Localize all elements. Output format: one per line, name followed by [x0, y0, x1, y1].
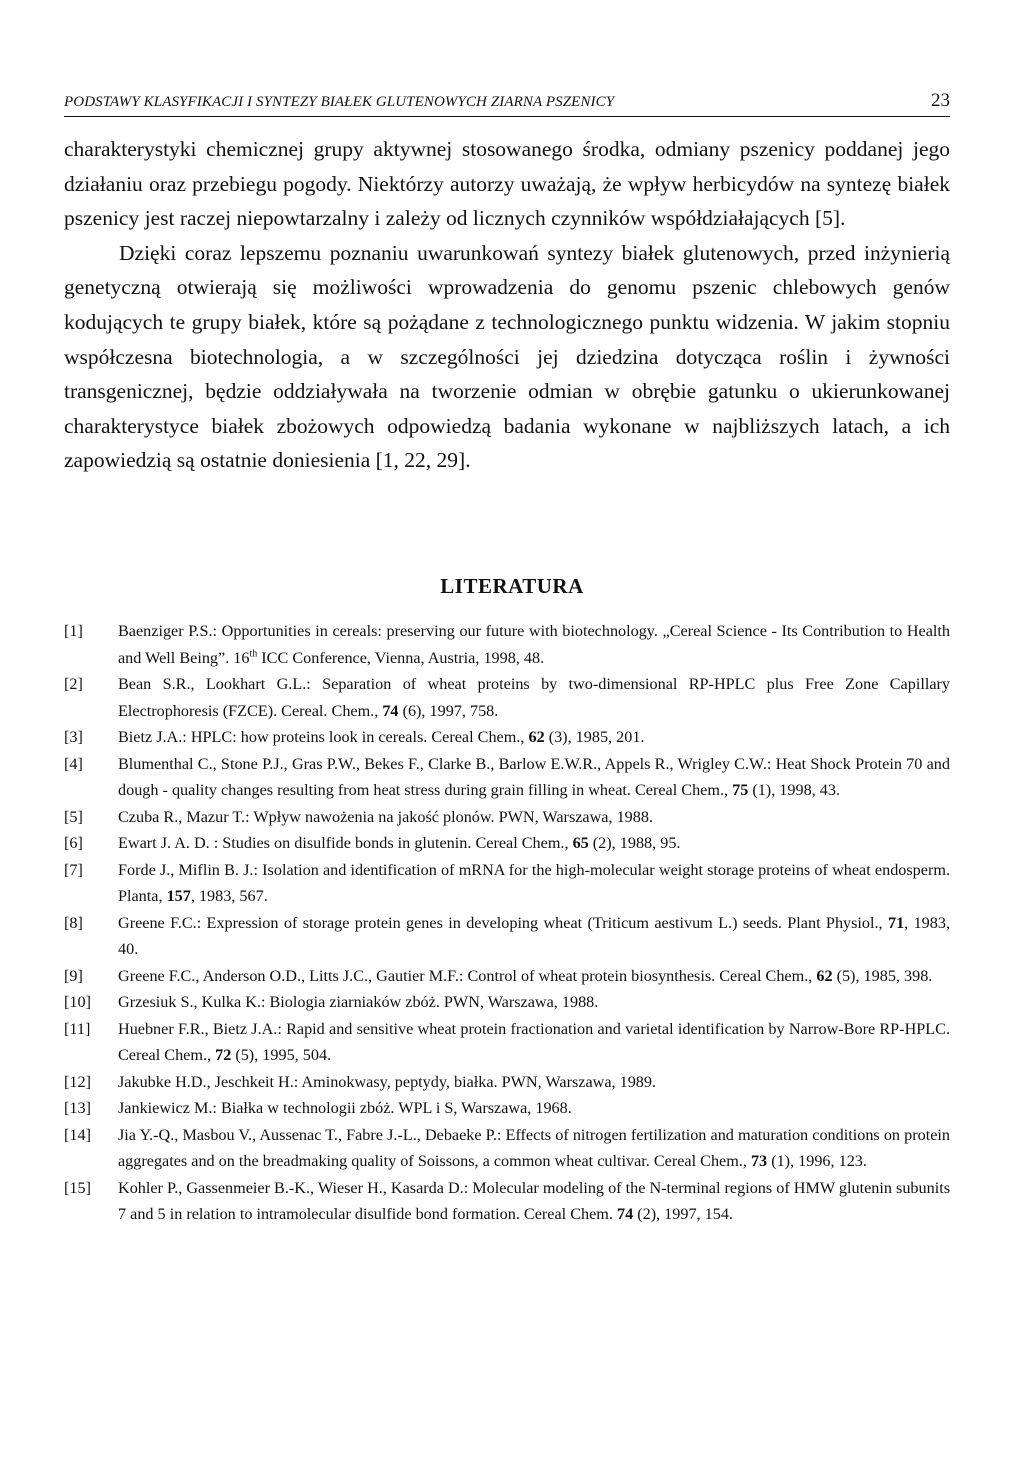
reference-superscript: th — [249, 648, 258, 660]
reference-volume: 74 — [616, 1205, 634, 1223]
reference-item — [64, 989, 950, 1016]
reference-number: [13] — [64, 1099, 91, 1117]
reference-number: [4] — [64, 754, 83, 773]
reference-text — [118, 963, 950, 990]
running-header — [64, 90, 950, 117]
reference-number: [5] — [64, 807, 83, 826]
reference-text — [118, 724, 950, 751]
reference-item — [64, 1175, 950, 1228]
reference-item — [64, 910, 950, 963]
reference-item — [64, 1016, 950, 1069]
reference-text-part: (1), 1996, 123. — [767, 1152, 867, 1170]
reference-text — [118, 1095, 950, 1122]
reference-number: [7] — [64, 860, 83, 879]
reference-volume: 74 — [382, 701, 399, 720]
reference-number: [9] — [64, 966, 83, 985]
reference-number: [14] — [64, 1125, 91, 1144]
reference-volume: 62 — [816, 966, 833, 985]
reference-text — [118, 1069, 950, 1096]
reference-text — [118, 618, 950, 671]
reference-volume: 73 — [750, 1152, 768, 1170]
reference-number: [12] — [64, 1072, 91, 1091]
reference-text — [118, 751, 950, 804]
reference-text — [118, 989, 950, 1016]
reference-volume: 65 — [572, 834, 589, 852]
reference-text-part: Greene F.C.: Expression of storage protein genes in developing wheat (Triticum aestivum L.) seeds. Plant Physiol., — [118, 913, 888, 932]
reference-item — [64, 804, 950, 831]
reference-text — [118, 1175, 950, 1228]
reference-text-part: Grzesiuk S., Kulka K.: Biologia ziarniaków zbóż. PWN, Warszawa, 1988. — [118, 993, 599, 1011]
reference-text — [118, 857, 950, 910]
reference-text-part: , 1983, 40. — [118, 913, 951, 958]
reference-text-part: Blumenthal C., Stone P.J., Gras P.W., Bekes F., Clarke B., Barlow E.W.R., Appels R., Wrigley C.W.: Heat Shock Protein 70 and dough - quality changes resulting from heat stress during grain filling in wheat. Cereal Chem., — [118, 754, 950, 799]
reference-text-part: (3), 1985, 201. — [544, 728, 645, 746]
reference-volume: 75 — [732, 781, 749, 799]
reference-text-part: (5), 1995, 504. — [231, 1046, 332, 1064]
reference-number: [6] — [64, 834, 83, 852]
reference-text — [118, 804, 950, 831]
reference-volume: 72 — [215, 1046, 232, 1064]
reference-text-part: (6), 1997, 758. — [398, 701, 499, 720]
reference-item — [64, 1095, 950, 1122]
reference-text-part: Kohler P., Gassenmeier B.-K., Wieser H., Kasarda D.: Molecular modeling of the N-terminal regions of HMW glutenin subunits 7 and 5 in relation to intramolecular disulfide bond formation. Cereal Chem. — [118, 1178, 950, 1223]
reference-text-part: , 1983, 567. — [190, 887, 268, 905]
reference-text-part: Czuba R., Mazur T.: Wpływ nawożenia na jakość plonów. PWN, Warszawa, 1988. — [118, 807, 653, 826]
reference-list — [64, 618, 950, 1228]
reference-text-part: Jia Y.-Q., Masbou V., Aussenac T., Fabre J.-L., Debaeke P.: Effects of nitrogen fertilization and maturation conditions on protein aggregates and on the breadmaking quality of Soissons, a common wheat cultivar. Cereal Chem., — [118, 1125, 950, 1170]
reference-item — [64, 724, 950, 751]
reference-item — [64, 830, 950, 857]
reference-text — [118, 830, 950, 857]
reference-number: [3] — [64, 728, 83, 746]
reference-text-part: Baenziger P.S.: Opportunities in cereals: preserving our future with biotechnology. „Cereal Science - Its Contribution to Health and Well Being”. 16 — [118, 622, 950, 667]
reference-text-part: Bietz J.A.: HPLC: how proteins look in cereals. Cereal Chem., — [118, 728, 529, 746]
header-title: PODSTAWY KLASYFIKACJI I SYNTEZY BIAŁEK GLUTENOWYCH ZIARNA PSZENICY — [64, 94, 615, 110]
reference-item — [64, 671, 950, 724]
reference-text — [118, 671, 950, 724]
reference-volume: 157 — [166, 887, 191, 905]
reference-text — [118, 1122, 950, 1175]
reference-item — [64, 1122, 950, 1175]
body-text — [64, 132, 950, 478]
body-paragraph: charakterystyki chemicznej grupy aktywnej stosowanego środka, odmiany pszenicy poddanej jego działaniu oraz przebiegu pogody. Niektórzy autorzy uważają, że wpływ herbicydów na syntezę białek pszenicy jest raczej niepowtarzalny i zależy od licznych czynników współdziałających [5]. — [64, 137, 950, 231]
reference-volume: 71 — [887, 913, 905, 932]
reference-item — [64, 963, 950, 990]
reference-text-part: (1), 1998, 43. — [748, 781, 840, 799]
reference-number: [10] — [64, 993, 91, 1011]
body-paragraph: Dzięki coraz lepszemu poznaniu uwarunkowań syntezy białek glutenowych, przed inżynierią genetyczną otwierają się możliwości wprowadzenia do genomu pszenic chlebowych genów kodujących te grupy białek, które są pożądane z technologicznego punktu widzenia. W jakim stopniu współczesna biotechnologia, a w szczególności jej dziedzina dotycząca roślin i żywności transgenicznej, będzie oddziaływała na tworzenie odmian w obrębie gatunku o ukierunkowanej charakterystyce białek zbożowych odpowiedzą badania wykonane w najbliższych latach, a ich zapowiedzią są ostatnie doniesienia [1, 22, 29]. — [64, 240, 950, 473]
reference-number: [2] — [64, 675, 83, 693]
reference-text-part: (2), 1997, 154. — [633, 1205, 733, 1223]
reference-number: [8] — [64, 913, 83, 932]
reference-item — [64, 1069, 950, 1096]
reference-text-part: Forde J., Miflin B. J.: Isolation and identification of mRNA for the high-molecular weight storage proteins of wheat endosperm. Planta, — [118, 860, 950, 905]
reference-text-part: ICC Conference, Vienna, Austria, 1998, 48. — [257, 648, 545, 667]
reference-text-part: Greene F.C., Anderson O.D., Litts J.C., Gautier M.F.: Control of wheat protein biosynthesis. Cereal Chem., — [118, 966, 817, 985]
reference-text-part: Bean S.R., Lookhart G.L.: Separation of wheat proteins by two-dimensional RP-HPLC plus Free Zone Capillary Electrophoresis (FZCE). Cereal. Chem., — [118, 675, 950, 720]
reference-number: [15] — [64, 1178, 91, 1197]
reference-text-part: Jakubke H.D., Jeschkeit H.: Aminokwasy, peptydy, białka. PWN, Warszawa, 1989. — [118, 1072, 657, 1091]
reference-text-part: Jankiewicz M.: Białka w technologii zbóż. WPL i S, Warszawa, 1968. — [118, 1099, 572, 1117]
page-number: 23 — [931, 90, 950, 111]
reference-text — [118, 910, 950, 963]
reference-text-part: (5), 1985, 398. — [832, 966, 933, 985]
reference-number: [11] — [64, 1019, 91, 1038]
reference-text — [118, 1016, 950, 1069]
reference-text-part: Ewart J. A. D. : Studies on disulfide bonds in glutenin. Cereal Chem., — [118, 834, 573, 852]
literature-heading: LITERATURA — [440, 574, 584, 598]
reference-number: [1] — [64, 622, 83, 640]
reference-item — [64, 618, 950, 671]
reference-item — [64, 857, 950, 910]
reference-text-part: Huebner F.R., Bietz J.A.: Rapid and sensitive wheat protein fractionation and varietal identification by Narrow-Bore RP-HPLC. Cereal Chem., — [118, 1019, 950, 1064]
reference-item — [64, 751, 950, 804]
reference-text-part: (2), 1988, 95. — [588, 834, 681, 852]
reference-volume: 62 — [528, 728, 545, 746]
